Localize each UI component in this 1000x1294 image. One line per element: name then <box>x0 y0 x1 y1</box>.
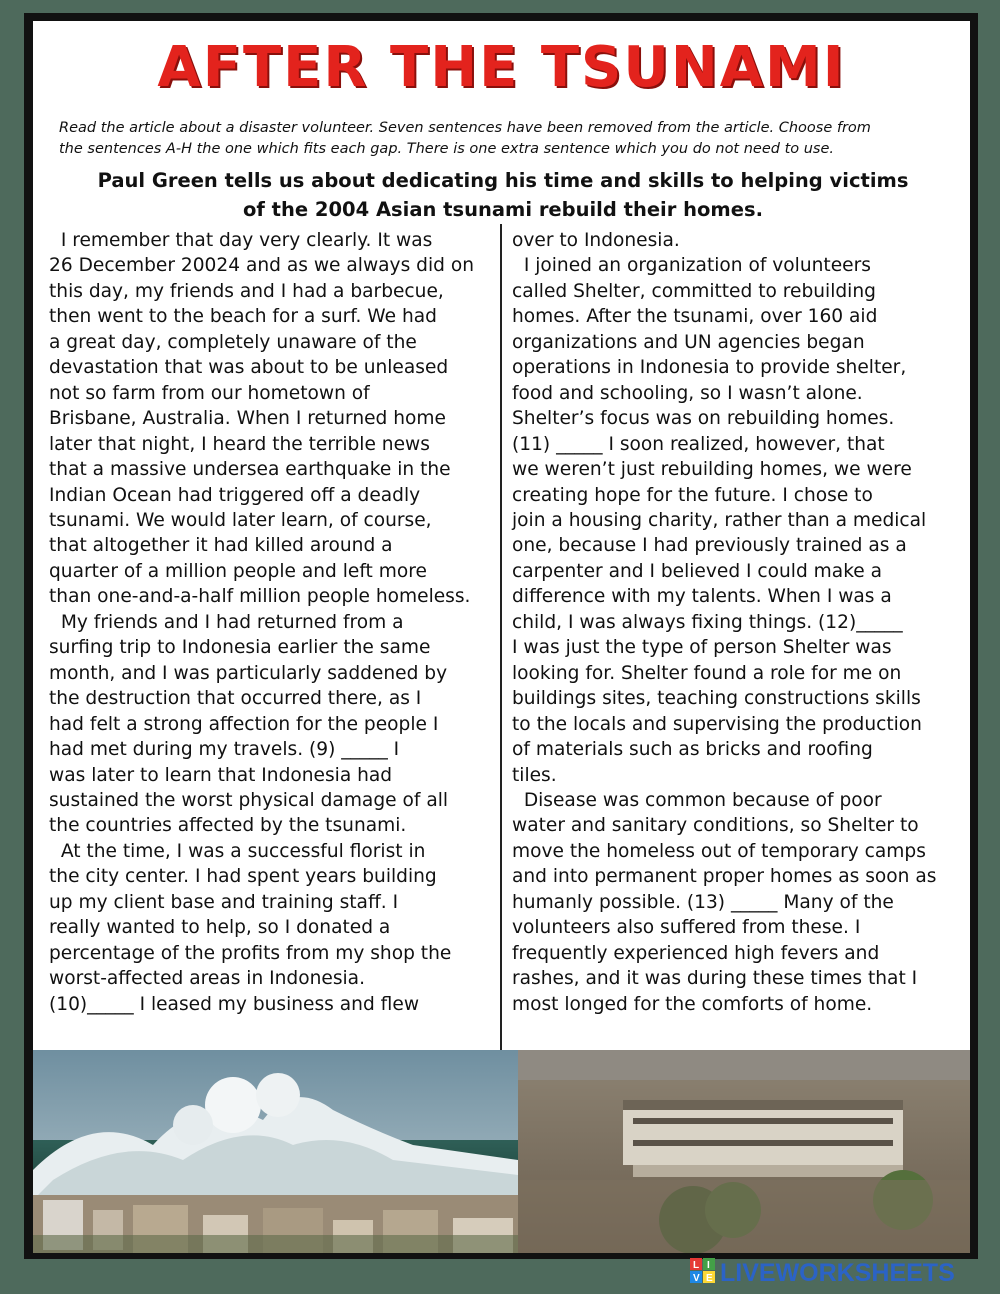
instructions-line: the sentences A-H the one which fits each gap. There is one extra sentence which you do not need to use. <box>59 141 835 157</box>
article-line: volunteers also suffered from these. I <box>512 917 861 939</box>
article-line: Shelter’s focus was on rebuilding homes. <box>512 408 895 430</box>
article-line: carpenter and I believed I could make a <box>512 560 883 582</box>
article-line: homes. After the tsunami, over 160 aid <box>512 306 878 328</box>
instructions-line: Read the article about a disaster volunteer. Seven sentences have been removed from the article. Choose from <box>59 120 871 136</box>
article-line: up my client base and training staff. I <box>49 891 399 913</box>
article-line: then went to the beach for a surf. We had <box>49 306 437 328</box>
article-line: than one-and-a-half million people homeless. <box>49 586 471 608</box>
article-line: later that night, I heard the terrible news <box>49 433 430 455</box>
tsunami-wave-photo <box>33 1050 518 1253</box>
article-line: that a massive undersea earthquake in the <box>49 459 451 481</box>
article-line: child, I was always fixing things. (12)_____ <box>512 611 903 633</box>
logo-letter: I <box>707 1260 710 1271</box>
worksheet <box>33 21 970 1253</box>
article-line: difference with my talents. When I was a <box>512 586 892 608</box>
article-line: had felt a strong affection for the people I <box>49 713 439 735</box>
article-right-column <box>512 228 957 1017</box>
article-subtitle <box>73 166 933 224</box>
article-line: humanly possible. (13) _____ Many of the <box>512 891 894 913</box>
article-line: month, and I was particularly saddened by <box>49 662 448 684</box>
article-line: I joined an organization of volunteers <box>512 255 871 277</box>
article-line: Brisbane, Australia. When I returned home <box>49 408 446 430</box>
logo-letter: V <box>693 1273 700 1284</box>
page-title: AFTER THE TSUNAMI <box>157 35 846 100</box>
article-line: one, because I had previously trained as a <box>512 535 907 557</box>
liveworksheets-logo <box>688 1256 988 1286</box>
article-line: and into permanent proper homes as soon as <box>512 866 937 888</box>
article-left-column <box>49 228 489 1017</box>
article-line: percentage of the profits from my shop the <box>49 942 452 964</box>
article-line: worst-affected areas in Indonesia. <box>49 968 365 990</box>
article-line: water and sanitary conditions, so Shelter to <box>512 815 919 837</box>
article-line: called Shelter, committed to rebuilding <box>512 280 876 302</box>
article-line: quarter of a million people and left more <box>49 560 427 582</box>
article-line: rashes, and it was during these times that I <box>512 968 918 990</box>
article-line: tsunami. We would later learn, of course, <box>49 509 432 531</box>
logo-wordmark: LIVEWORKSHEETS <box>720 1259 955 1286</box>
article-line: Disease was common because of poor <box>512 789 882 811</box>
tsunami-photos <box>33 1050 970 1253</box>
article-line: devastation that was about to be unleased <box>49 357 449 379</box>
article-line: frequently experienced high fevers and <box>512 942 880 964</box>
destroyed-town-photo <box>518 1050 970 1253</box>
article-line: I was just the type of person Shelter was <box>512 637 892 659</box>
article-line: the countries affected by the tsunami. <box>49 815 407 837</box>
article-line: surfing trip to Indonesia earlier the same <box>49 637 431 659</box>
column-divider <box>500 224 502 1050</box>
subtitle-line: Paul Green tells us about dedicating his time and skills to helping victims <box>97 169 909 192</box>
article-line: that altogether it had killed around a <box>49 535 393 557</box>
article-line: had met during my travels. (9) _____ I <box>49 739 400 761</box>
article-line: really wanted to help, so I donated a <box>49 917 391 939</box>
article-line: (10)_____ I leased my business and flew <box>49 993 420 1015</box>
article-line: of materials such as bricks and roofing <box>512 739 873 761</box>
article-line: was later to learn that Indonesia had <box>49 764 393 786</box>
article-line: tiles. <box>512 764 557 786</box>
article-line: most longed for the comforts of home. <box>512 993 873 1015</box>
article-line: to the locals and supervising the production <box>512 713 922 735</box>
article-line: the city center. I had spent years building <box>49 866 437 888</box>
article-line: My friends and I had returned from a <box>49 611 404 633</box>
article-line: the destruction that occurred there, as I <box>49 688 422 710</box>
article-line: move the homeless out of temporary camps <box>512 840 926 862</box>
article-line: over to Indonesia. <box>512 230 680 251</box>
article-line: sustained the worst physical damage of all <box>49 789 449 811</box>
article-line: creating hope for the future. I chose to <box>512 484 873 506</box>
logo-letter: E <box>706 1273 713 1284</box>
logo-letter: L <box>693 1260 700 1271</box>
article-line: organizations and UN agencies began <box>512 331 865 353</box>
article-line: operations in Indonesia to provide shelter, <box>512 357 907 379</box>
article-line: At the time, I was a successful florist in <box>49 840 426 862</box>
article-line: 26 December 20024 and as we always did on <box>49 255 475 277</box>
subtitle-line: of the 2004 Asian tsunami rebuild their homes. <box>243 198 763 221</box>
article-line: (11) _____ I soon realized, however, that <box>512 433 885 455</box>
article-line: a great day, completely unaware of the <box>49 331 417 353</box>
article-line: food and schooling, so I wasn’t alone. <box>512 382 863 404</box>
article-line: join a housing charity, rather than a medical <box>512 509 927 531</box>
article-line: we weren’t just rebuilding homes, we were <box>512 459 912 481</box>
article-line: not so farm from our hometown of <box>49 382 370 404</box>
article-line: Indian Ocean had triggered off a deadly <box>49 484 421 506</box>
article-line: buildings sites, teaching constructions skills <box>512 688 921 710</box>
article-line: this day, my friends and I had a barbecue, <box>49 280 444 302</box>
article-line: looking for. Shelter found a role for me on <box>512 662 902 684</box>
article-line: I remember that day very clearly. It was <box>49 230 433 251</box>
instructions <box>59 118 959 160</box>
